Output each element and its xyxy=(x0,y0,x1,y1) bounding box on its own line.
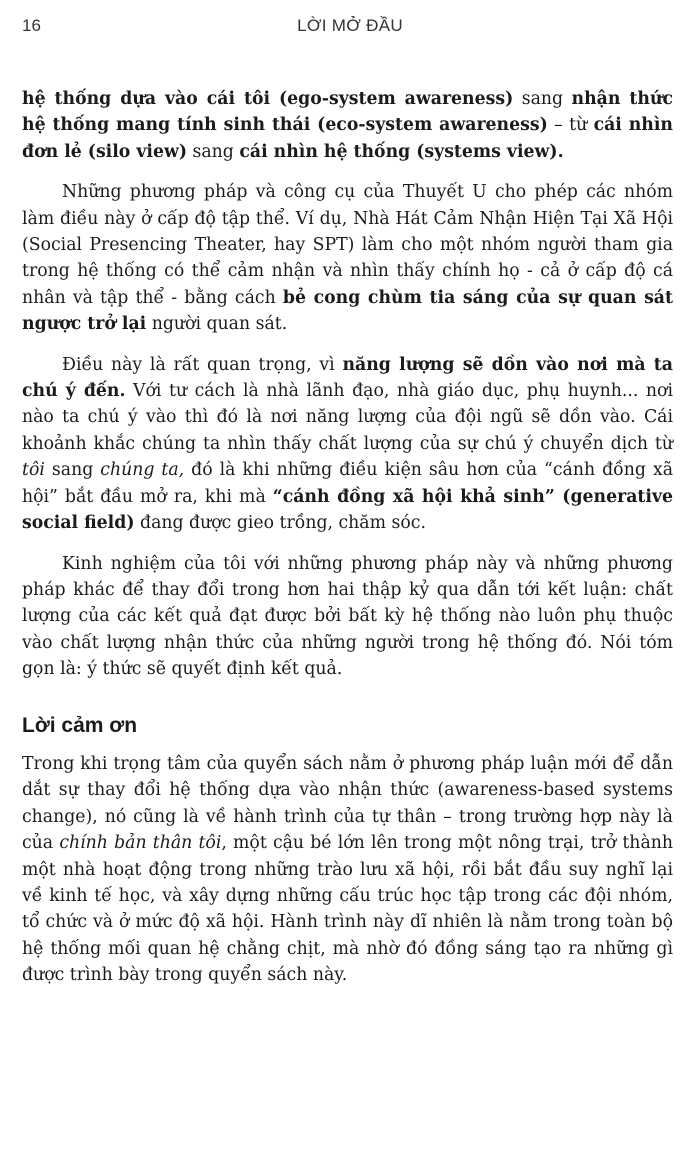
bold-phrase: năng lượng sẽ dồn vào nơi mà ta chú ý đến. xyxy=(22,354,673,402)
text-run: Với tư cách là nhà lãnh đạo, nhà giáo dục, phụ huynh... nơi nào ta chú ý vào thì đó là nơi năng lượng của đội ngũ sẽ dồn vào. Cái khoảnh khắc chúng ta nhìn thấy chất lượng của sự chú ý chuyển dịch từ xyxy=(22,381,673,454)
italic-phrase: chúng ta, xyxy=(100,460,185,481)
italic-phrase: chính bản thân tôi xyxy=(59,833,222,854)
bold-phrase: hệ thống dựa vào cái tôi (ego-system awareness) xyxy=(22,89,514,109)
text-run: Những phương pháp và công cụ của Thuyết U cho phép các nhóm làm điều này ở cấp độ tập thể. Ví dụ, Nhà Hát Cảm Nhận Hiện Tại Xã Hội (Social Presencing Theater, hay SPT) làm cho một nhóm người tham gia trong hệ thống có thể cảm nhận và nhìn thấy chính họ - cả ở cấp độ cá nhân và tập thể - bằng cách xyxy=(22,182,673,308)
bold-phrase: bẻ cong chùm tia sáng của sự quan sát ngược trở lại xyxy=(22,287,673,335)
text-run: đó là khi những điều kiện sâu hơn của “cánh đồng xã hội” bắt đầu mở ra, khi mà xyxy=(22,460,673,507)
text-run: – từ xyxy=(547,115,594,136)
text-run: đang được gieo trồng, chăm sóc. xyxy=(134,513,426,534)
running-header xyxy=(22,16,678,42)
paragraph-4: Kinh nghiệm của tôi với những phương pháp này và những phương pháp khác để thay đổi trong hơn hai thập kỷ qua dẫn tới kết luận: chất lượng của các kết quả đạt được bởi bất kỳ hệ thống nào luôn phụ thuộc vào chất lượng nhận thức của những người trong hệ thống đó. Nói tóm gọn là: ý thức sẽ quyết định kết quả. xyxy=(22,553,673,680)
page-body xyxy=(22,86,673,1003)
paragraph-3 xyxy=(22,352,673,537)
text-run: sang xyxy=(44,460,101,481)
text-run: Điều này là rất quan trọng, vì xyxy=(62,354,343,375)
paragraph-5 xyxy=(22,751,673,989)
bold-phrase: cái nhìn đơn lẻ (silo view) xyxy=(22,115,673,162)
text-run: Trong khi trọng tâm của quyển sách nằm ở phương pháp luận mới để dẫn dắt sự thay đổi hệ thống dựa vào nhận thức (awareness-based systems change), nó cũng là về hành trình của tự thân – trong trường hợp này là của xyxy=(22,753,673,854)
bold-phrase: cái nhìn hệ thống (systems view). xyxy=(239,141,564,162)
running-title: LỜI MỞ ĐẦU xyxy=(297,16,403,35)
section-heading: Lời cảm ơn xyxy=(22,713,138,737)
text-run: sang xyxy=(187,141,240,162)
page-number: 16 xyxy=(22,16,41,35)
text-run: người quan sát. xyxy=(146,314,288,335)
italic-phrase: tôi xyxy=(22,460,45,481)
text-run: sang xyxy=(513,89,572,109)
text-run: , một cậu bé lớn lên trong một nông trại, trở thành một nhà hoạt động trong những trào lưu xã hội, rồi bắt đầu suy nghĩ lại về kinh tế học, và xây dựng những cấu trúc học tập trong các đội nhóm, tổ chức và ở mức độ xã hội. Hành trình này dĩ nhiên là nằm trong toàn bộ hệ thống mối quan hệ chằng chịt, mà nhờ đó đồng sáng tạo ra những gì được trình bày trong quyển sách này. xyxy=(22,833,674,986)
paragraph-2 xyxy=(22,179,673,337)
bold-phrase: “cánh đồng xã hội khả sinh” (generative social field) xyxy=(22,486,673,534)
bold-phrase: nhận thức hệ thống mang tính sinh thái (eco-system awareness) xyxy=(22,89,673,136)
paragraph-1 xyxy=(22,86,673,165)
